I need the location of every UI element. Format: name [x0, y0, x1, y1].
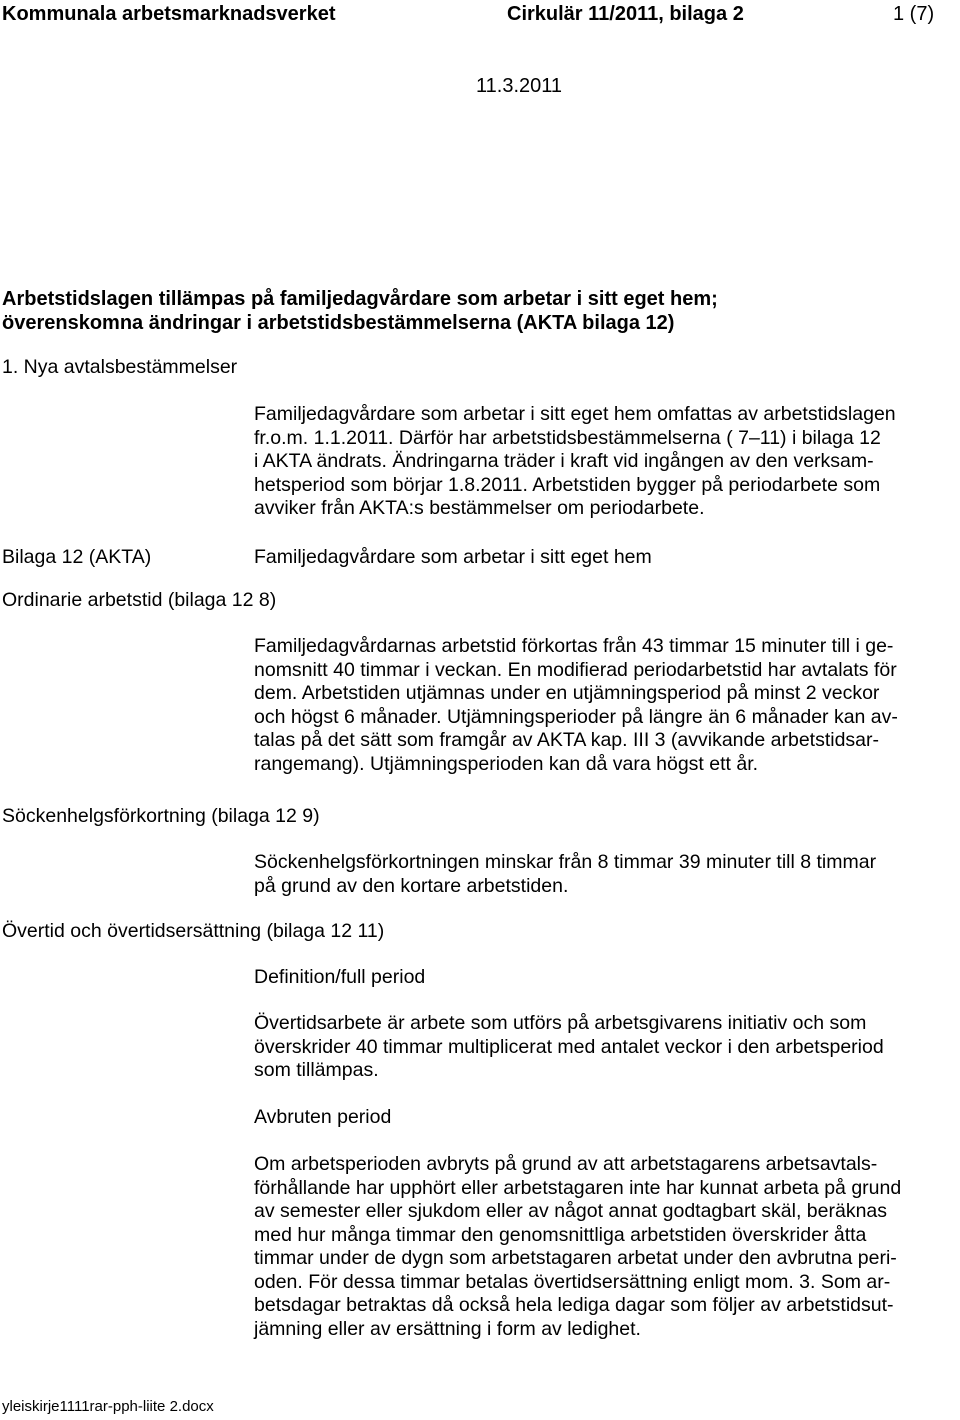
- document-title-line-2: överenskomna ändringar i arbetstidsbestämmelserna (AKTA bilaga 12): [2, 312, 675, 334]
- ordinarie-arbetstid-label: Ordinarie arbetstid (bilaga 12 8): [2, 589, 277, 611]
- paragraph-line: Söckenhelgsförkortningen minskar från 8 timmar 39 minuter till 8 timmar: [254, 851, 877, 873]
- paragraph-line: hetsperiod som börjar 1.8.2011. Arbetstiden bygger på periodarbete som: [254, 473, 881, 496]
- paragraph-line: betsdagar betraktas då också hela lediga dagar som följer av arbetstidsut-: [254, 1294, 894, 1316]
- paragraph-line: timmar under de dygn som arbetstagaren arbetat under den avbrutna peri-: [254, 1247, 897, 1269]
- paragraph-line: förhållande har upphört eller arbetstagaren inte har kunnat arbeta på grund: [254, 1176, 902, 1199]
- overtid-definition-paragraph: [254, 1012, 958, 1083]
- header-organization: Kommunala arbetsmarknadsverket: [2, 3, 336, 25]
- paragraph-line: dem. Arbetstiden utjämnas under en utjämningsperiod på minst 2 veckor: [254, 682, 880, 704]
- overtid-subheading-avbruten: Avbruten period: [254, 1106, 392, 1128]
- paragraph-line: nomsnitt 40 timmar i veckan. En modifierad periodarbetstid har avtalats för: [254, 658, 897, 681]
- paragraph-line: av semester eller sjukdom eller av något annat godtagbart skäl, beräknas: [254, 1200, 888, 1222]
- paragraph-line: talas på det sätt som framgår av AKTA kap. III 3 (avvikande arbetstidsar-: [254, 729, 880, 751]
- overtid-label: Övertid och övertidsersättning (bilaga 12 11): [2, 920, 385, 942]
- paragraph-line: Familjedagvårdare som arbetar i sitt eget hem omfattas av arbetstidslagen: [254, 403, 896, 425]
- bilaga-label: Bilaga 12 (AKTA): [2, 546, 152, 568]
- bilaga-description: Familjedagvårdare som arbetar i sitt eget hem: [254, 546, 652, 568]
- paragraph-line: som tillämpas.: [254, 1059, 379, 1081]
- overtid-subheading-definition: Definition/full period: [254, 966, 426, 988]
- paragraph-line: rangemang). Utjämningsperioden kan då vara högst ett år.: [254, 752, 759, 775]
- paragraph-line: och högst 6 månader. Utjämningsperioder på längre än 6 månader kan av-: [254, 705, 898, 728]
- paragraph-line: Om arbetsperioden avbryts på grund av att arbetstagarens arbetsavtals-: [254, 1153, 878, 1175]
- paragraph-line: Familjedagvårdarnas arbetstid förkortas från 43 timmar 15 minuter till i ge-: [254, 635, 894, 657]
- paragraph-line: i AKTA ändrats. Ändringarna träder i kraft vid ingången av den verksam-: [254, 450, 874, 472]
- footer-filename: yleiskirje1111rar-pph-liite 2.docx: [2, 1398, 214, 1415]
- sockenhelg-paragraph: [254, 851, 958, 898]
- section-1-paragraph: [254, 403, 958, 521]
- header-date: 11.3.2011: [476, 75, 563, 97]
- section-heading: 1. Nya avtalsbestämmelser: [2, 356, 238, 378]
- header-circular: Cirkulär 11/2011, bilaga 2: [507, 3, 744, 25]
- paragraph-line: fr.o.m. 1.1.2011. Därför har arbetstidsbestämmelserna ( 7–11) i bilaga 12: [254, 426, 881, 449]
- ordinarie-arbetstid-paragraph: [254, 635, 958, 776]
- paragraph-line: på grund av den kortare arbetstiden.: [254, 874, 569, 897]
- paragraph-line: avviker från AKTA:s bestämmelser om periodarbete.: [254, 497, 705, 519]
- paragraph-line: jämning eller av ersättning i form av ledighet.: [254, 1317, 641, 1340]
- document-title-line-1: Arbetstidslagen tillämpas på familjedagvårdare som arbetar i sitt eget hem;: [2, 288, 718, 310]
- paragraph-line: med hur många timmar den genomsnittliga arbetstiden överskrider åtta: [254, 1223, 867, 1246]
- paragraph-line: oden. För dessa timmar betalas övertidsersättning enligt mom. 3. Som ar-: [254, 1270, 891, 1293]
- sockenhelg-label: Söckenhelgsförkortning (bilaga 12 9): [2, 805, 320, 827]
- paragraph-line: överskrider 40 timmar multiplicerat med antalet veckor i den arbetsperiod: [254, 1035, 884, 1058]
- header-page-number: 1 (7): [893, 3, 935, 25]
- paragraph-line: Övertidsarbete är arbete som utförs på arbetsgivarens initiativ och som: [254, 1012, 867, 1034]
- overtid-avbruten-paragraph: [254, 1153, 958, 1341]
